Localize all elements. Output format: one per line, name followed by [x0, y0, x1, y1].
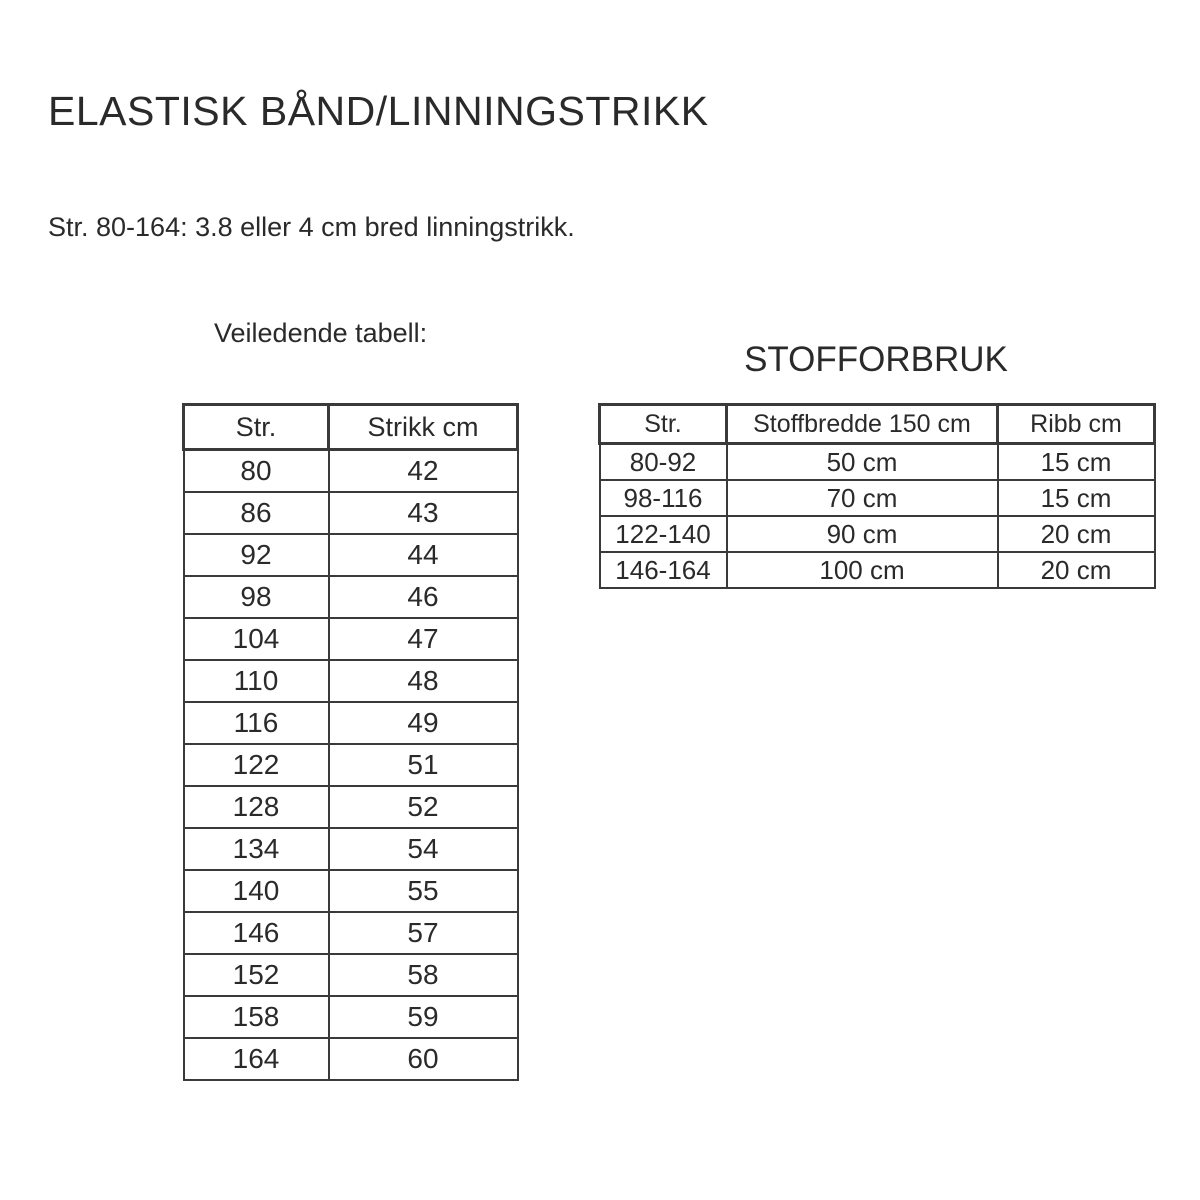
table-row — [184, 996, 518, 1038]
column-header-size: Str. — [600, 405, 727, 444]
table-cell: 47 — [329, 618, 518, 660]
table-cell: 46 — [329, 576, 518, 618]
elastic-size-table — [182, 403, 519, 1081]
table-row — [600, 552, 1155, 588]
table-cell: 42 — [329, 450, 518, 493]
guide-table-label: Veiledende tabell: — [214, 318, 428, 348]
table-cell: 15 cm — [998, 444, 1155, 481]
table-row — [184, 450, 518, 493]
table-cell: 48 — [329, 660, 518, 702]
table-header-row — [184, 405, 518, 450]
table-row — [184, 744, 518, 786]
table-cell: 51 — [329, 744, 518, 786]
table-cell: 55 — [329, 870, 518, 912]
table-row — [184, 702, 518, 744]
table-cell: 116 — [184, 702, 329, 744]
table-cell: 59 — [329, 996, 518, 1038]
table-cell: 104 — [184, 618, 329, 660]
table-cell: 57 — [329, 912, 518, 954]
table-row — [184, 618, 518, 660]
table-cell: 70 cm — [727, 480, 998, 516]
table-cell: 146 — [184, 912, 329, 954]
page-title: ELASTISK BÅND/LINNINGSTRIKK — [48, 88, 709, 134]
table-cell: 20 cm — [998, 552, 1155, 588]
table-row — [184, 660, 518, 702]
table-cell: 98-116 — [600, 480, 727, 516]
table-cell: 54 — [329, 828, 518, 870]
table-cell: 128 — [184, 786, 329, 828]
table-cell: 86 — [184, 492, 329, 534]
table-cell: 80 — [184, 450, 329, 493]
fabric-usage-title: STOFFORBRUK — [744, 340, 1008, 379]
table-row — [184, 1038, 518, 1080]
table-cell: 44 — [329, 534, 518, 576]
table-row — [184, 870, 518, 912]
table-row — [184, 912, 518, 954]
table-row — [184, 786, 518, 828]
fabric-usage-table — [598, 403, 1156, 589]
table-cell: 52 — [329, 786, 518, 828]
table-row — [184, 828, 518, 870]
table-cell: 80-92 — [600, 444, 727, 481]
table-cell: 134 — [184, 828, 329, 870]
intro-text: Str. 80-164: 3.8 eller 4 cm bred linningstrikk. — [48, 212, 575, 242]
column-header-fabric-width: Stoffbredde 150 cm — [727, 405, 998, 444]
table-cell: 152 — [184, 954, 329, 996]
table-header-row — [600, 405, 1155, 444]
table-cell: 43 — [329, 492, 518, 534]
table-cell: 158 — [184, 996, 329, 1038]
table-row — [600, 516, 1155, 552]
table-cell: 122-140 — [600, 516, 727, 552]
table-row — [184, 534, 518, 576]
column-header-rib-cm: Ribb cm — [998, 405, 1155, 444]
table-cell: 146-164 — [600, 552, 727, 588]
table-row — [184, 576, 518, 618]
table-cell: 122 — [184, 744, 329, 786]
table-cell: 92 — [184, 534, 329, 576]
table-cell: 110 — [184, 660, 329, 702]
table-cell: 20 cm — [998, 516, 1155, 552]
table-cell: 50 cm — [727, 444, 998, 481]
table-cell: 98 — [184, 576, 329, 618]
column-header-elastic-cm: Strikk cm — [329, 405, 518, 450]
table-cell: 58 — [329, 954, 518, 996]
table-cell: 164 — [184, 1038, 329, 1080]
table-cell: 60 — [329, 1038, 518, 1080]
table-cell: 140 — [184, 870, 329, 912]
table-cell: 15 cm — [998, 480, 1155, 516]
column-header-size: Str. — [184, 405, 329, 450]
table-row — [184, 954, 518, 996]
table-cell: 90 cm — [727, 516, 998, 552]
table-cell: 100 cm — [727, 552, 998, 588]
table-row — [600, 480, 1155, 516]
table-cell: 49 — [329, 702, 518, 744]
table-row — [184, 492, 518, 534]
table-row — [600, 444, 1155, 481]
